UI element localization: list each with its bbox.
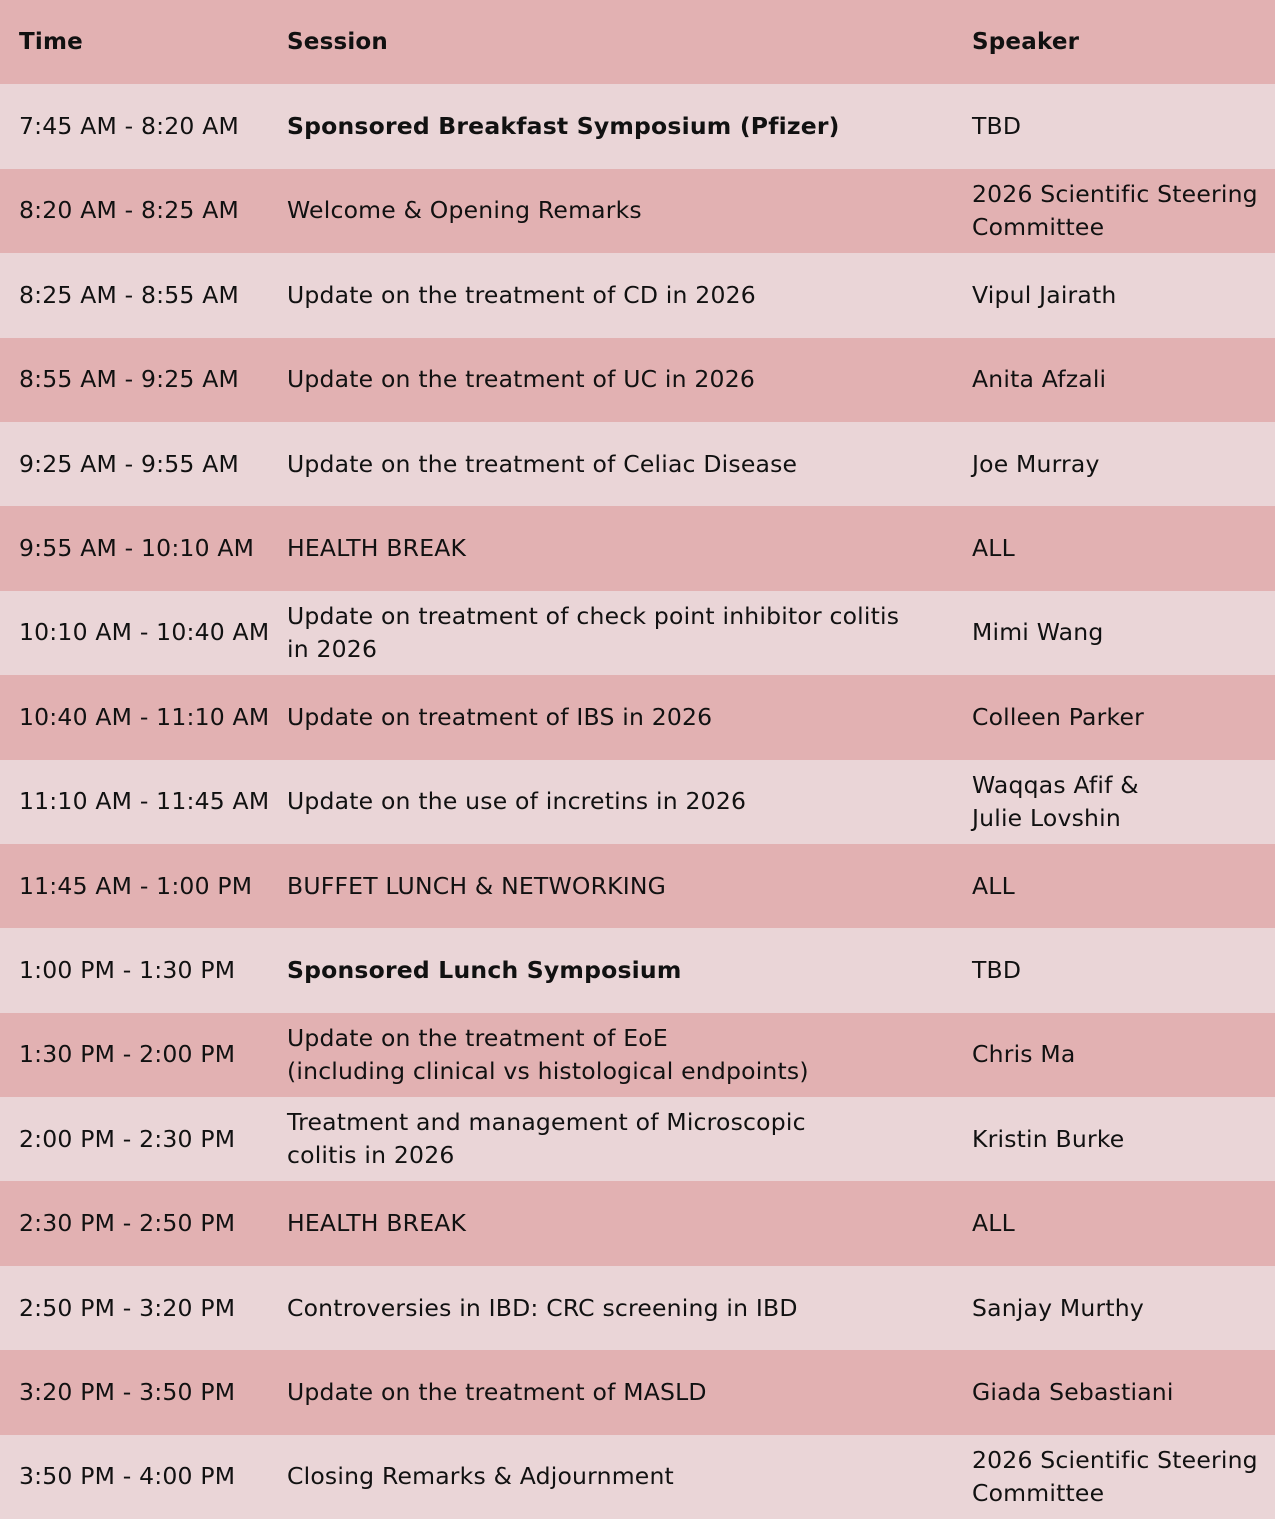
speaker-cell [952, 279, 1275, 312]
time-cell: 1:30 PM - 2:00 PM [19, 1040, 236, 1069]
speaker-cell [952, 616, 1275, 649]
speaker-line: 2026 Scientific Steering [972, 179, 1258, 208]
time-cell: 11:10 AM - 11:45 AM [19, 787, 270, 816]
speaker-line: Julie Lovshin [972, 803, 1121, 832]
table-row [0, 506, 1275, 590]
speaker-line: ALL [972, 871, 1015, 900]
time-cell: 9:25 AM - 9:55 AM [19, 449, 240, 478]
speaker-cell [952, 448, 1275, 481]
session-line: Update on the treatment of EoE [287, 1023, 668, 1052]
session-line: Controversies in IBD: CRC screening in IBD [287, 1293, 798, 1322]
table-row [0, 84, 1275, 168]
session-line: colitis in 2026 [287, 1141, 455, 1170]
time-cell: 7:45 AM - 8:20 AM [19, 112, 240, 141]
time-cell: 10:40 AM - 11:10 AM [19, 702, 270, 731]
session-cell [267, 1106, 952, 1172]
header-speaker: Speaker [972, 28, 1080, 55]
table-row [0, 591, 1275, 675]
session-line: BUFFET LUNCH & NETWORKING [287, 871, 667, 900]
table-row [0, 844, 1275, 928]
session-cell [267, 954, 952, 987]
session-cell [267, 785, 952, 818]
session-line: HEALTH BREAK [287, 534, 467, 563]
time-cell: 10:10 AM - 10:40 AM [19, 618, 270, 647]
table-row [0, 760, 1275, 844]
time-cell: 2:30 PM - 2:50 PM [19, 1209, 236, 1238]
table-row [0, 253, 1275, 337]
speaker-line: Anita Afzali [972, 365, 1107, 394]
speaker-cell [952, 1444, 1275, 1510]
speaker-line: Joe Murray [972, 449, 1100, 478]
table-row [0, 675, 1275, 759]
speaker-cell [952, 1038, 1275, 1071]
speaker-line: Waqqas Afif & [972, 770, 1139, 799]
table-header [0, 0, 1275, 84]
time-cell: 3:50 PM - 4:00 PM [19, 1462, 236, 1491]
speaker-line: Vipul Jairath [972, 280, 1117, 309]
table-row [0, 1097, 1275, 1181]
session-line: Sponsored Breakfast Symposium (Pfizer) [287, 112, 840, 141]
speaker-cell [952, 363, 1275, 396]
speaker-cell [952, 769, 1275, 835]
speaker-line: TBD [972, 955, 1022, 984]
session-cell [267, 110, 952, 143]
session-cell [267, 532, 952, 565]
session-cell [267, 1460, 952, 1493]
time-cell: 2:00 PM - 2:30 PM [19, 1124, 236, 1153]
speaker-line: ALL [972, 534, 1015, 563]
header-session: Session [287, 28, 389, 55]
speaker-cell [952, 1292, 1275, 1325]
session-line: HEALTH BREAK [287, 1209, 467, 1238]
speaker-cell [952, 178, 1275, 244]
table-row [0, 422, 1275, 506]
session-cell [267, 1022, 952, 1088]
session-line: Treatment and management of Microscopic [287, 1108, 806, 1137]
header-time: Time [19, 28, 83, 55]
speaker-line: Colleen Parker [972, 702, 1144, 731]
table-row [0, 1181, 1275, 1265]
session-cell [267, 1292, 952, 1325]
speaker-line: Committee [972, 212, 1105, 241]
speaker-cell [952, 870, 1275, 903]
table-row [0, 169, 1275, 253]
session-line: (including clinical vs histological endpoints) [287, 1056, 809, 1085]
speaker-line: Mimi Wang [972, 618, 1104, 647]
speaker-line: Committee [972, 1478, 1105, 1507]
time-cell: 8:20 AM - 8:25 AM [19, 196, 240, 225]
time-cell: 11:45 AM - 1:00 PM [19, 871, 253, 900]
session-line: Update on treatment of IBS in 2026 [287, 702, 713, 731]
time-cell: 1:00 PM - 1:30 PM [19, 955, 236, 984]
session-line: Update on treatment of check point inhibitor colitis [287, 601, 900, 630]
session-cell [267, 363, 952, 396]
time-cell: 8:55 AM - 9:25 AM [19, 365, 240, 394]
time-cell: 8:25 AM - 8:55 AM [19, 280, 240, 309]
table-row [0, 1266, 1275, 1350]
table-row [0, 1013, 1275, 1097]
session-line: in 2026 [287, 634, 378, 663]
table-row [0, 1350, 1275, 1434]
speaker-cell [952, 110, 1275, 143]
session-cell [267, 448, 952, 481]
session-cell [267, 1376, 952, 1409]
session-line: Update on the treatment of CD in 2026 [287, 280, 756, 309]
speaker-cell [952, 1123, 1275, 1156]
speaker-cell [952, 701, 1275, 734]
speaker-line: ALL [972, 1209, 1015, 1238]
time-cell: 2:50 PM - 3:20 PM [19, 1293, 236, 1322]
session-line: Sponsored Lunch Symposium [287, 955, 682, 984]
speaker-line: 2026 Scientific Steering [972, 1445, 1258, 1474]
table-row [0, 1435, 1275, 1519]
session-line: Update on the treatment of UC in 2026 [287, 365, 756, 394]
speaker-cell [952, 532, 1275, 565]
session-cell [267, 1207, 952, 1240]
session-line: Update on the use of incretins in 2026 [287, 787, 747, 816]
session-cell [267, 279, 952, 312]
speaker-cell [952, 954, 1275, 987]
speaker-cell [952, 1207, 1275, 1240]
speaker-line: Sanjay Murthy [972, 1293, 1144, 1322]
session-line: Closing Remarks & Adjournment [287, 1462, 674, 1491]
session-line: Update on the treatment of Celiac Disease [287, 449, 798, 478]
session-cell [267, 194, 952, 227]
session-line: Update on the treatment of MASLD [287, 1377, 707, 1406]
session-line: Welcome & Opening Remarks [287, 196, 642, 225]
speaker-line: TBD [972, 112, 1022, 141]
speaker-line: Chris Ma [972, 1040, 1076, 1069]
session-cell [267, 701, 952, 734]
session-cell [267, 870, 952, 903]
table-row [0, 338, 1275, 422]
session-cell [267, 600, 952, 666]
speaker-cell [952, 1376, 1275, 1409]
time-cell: 3:20 PM - 3:50 PM [19, 1377, 236, 1406]
table-row [0, 928, 1275, 1012]
speaker-line: Kristin Burke [972, 1124, 1125, 1153]
time-cell: 9:55 AM - 10:10 AM [19, 534, 255, 563]
speaker-line: Giada Sebastiani [972, 1377, 1174, 1406]
